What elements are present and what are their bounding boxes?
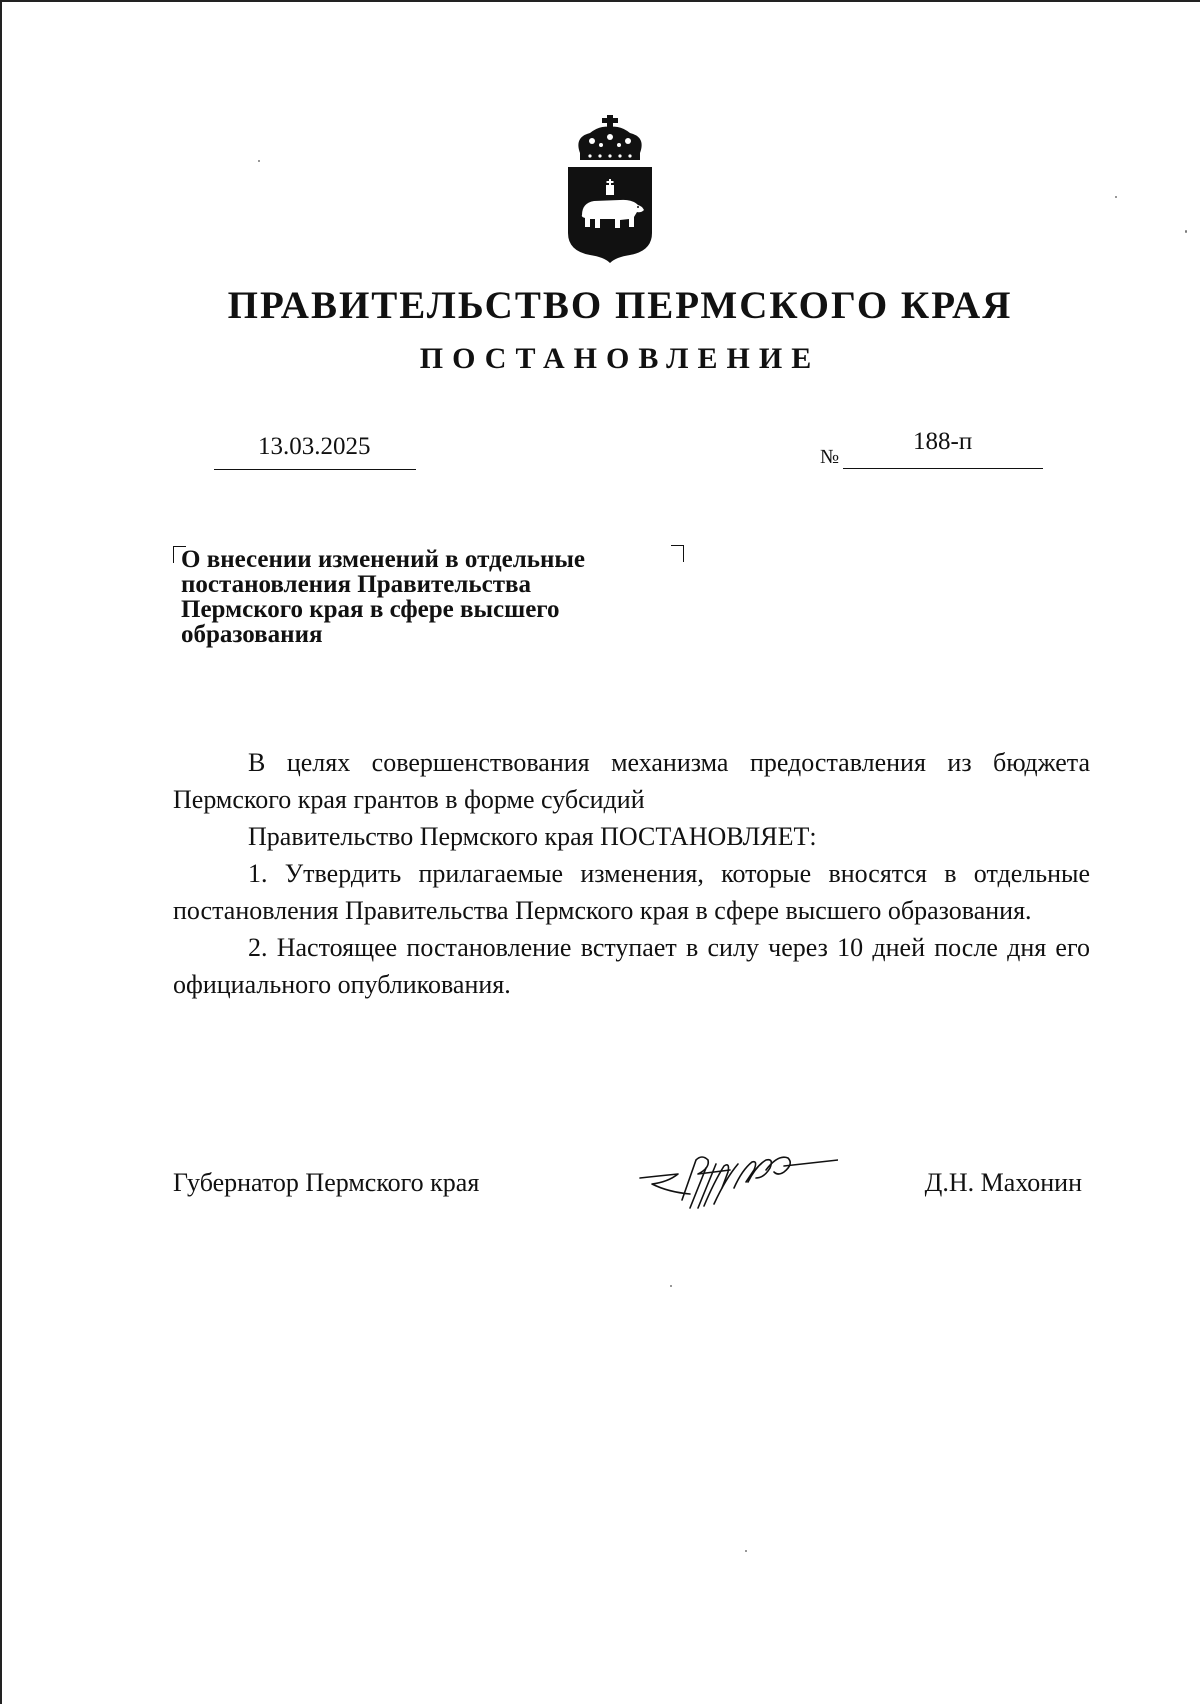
scan-edge-left: [0, 0, 2, 1704]
scan-speck: [745, 1550, 747, 1552]
document-date: 13.03.2025: [258, 433, 371, 460]
perm-krai-coat-of-arms-icon: [560, 115, 660, 265]
handwritten-signature: [638, 1148, 838, 1214]
scan-speck: [670, 1285, 672, 1287]
subject-line: Пермского края в сфере высшего: [181, 596, 560, 623]
body-paragraph-preamble: В целях совершенствования механизма предоставления из бюджета Пермского края грантов в форме субсидий: [173, 748, 1090, 814]
scan-speck: [1185, 230, 1187, 233]
subject-line: образования: [181, 621, 323, 648]
scan-speck: [1115, 196, 1117, 198]
signature-block: [173, 1168, 1090, 1228]
document-subject: [181, 547, 681, 647]
document-body: [173, 744, 1090, 1003]
document-date-field: [214, 433, 416, 470]
document-number-field: [843, 428, 1043, 469]
document-number: 188-п: [913, 428, 973, 455]
signatory-name: Д.Н. Махонин: [924, 1168, 1082, 1197]
document-type: ПОСТАНОВЛЕНИЕ: [419, 342, 821, 375]
subject-line: постановления Правительства: [181, 571, 531, 598]
body-paragraph-item-2: 2. Настоящее постановление вступает в силу через 10 дней после дня его официального опубликования.: [173, 933, 1090, 999]
document-number-label: №: [820, 446, 840, 468]
body-paragraph-resolves: Правительство Пермского края ПОСТАНОВЛЯЕТ:: [248, 822, 817, 851]
government-title: ПРАВИТЕЛЬСТВО ПЕРМСКОГО КРАЯ: [227, 284, 1013, 327]
scan-speck: [258, 160, 260, 162]
scan-edge-top: [0, 0, 1200, 2]
signatory-position: Губернатор Пермского края: [173, 1168, 480, 1197]
body-paragraph-item-1: 1. Утвердить прилагаемые изменения, которые вносятся в отдельные постановления Правительства Пермского края в сфере высшего образования.: [173, 859, 1090, 925]
subject-line: О внесении изменений в отдельные: [181, 546, 586, 573]
